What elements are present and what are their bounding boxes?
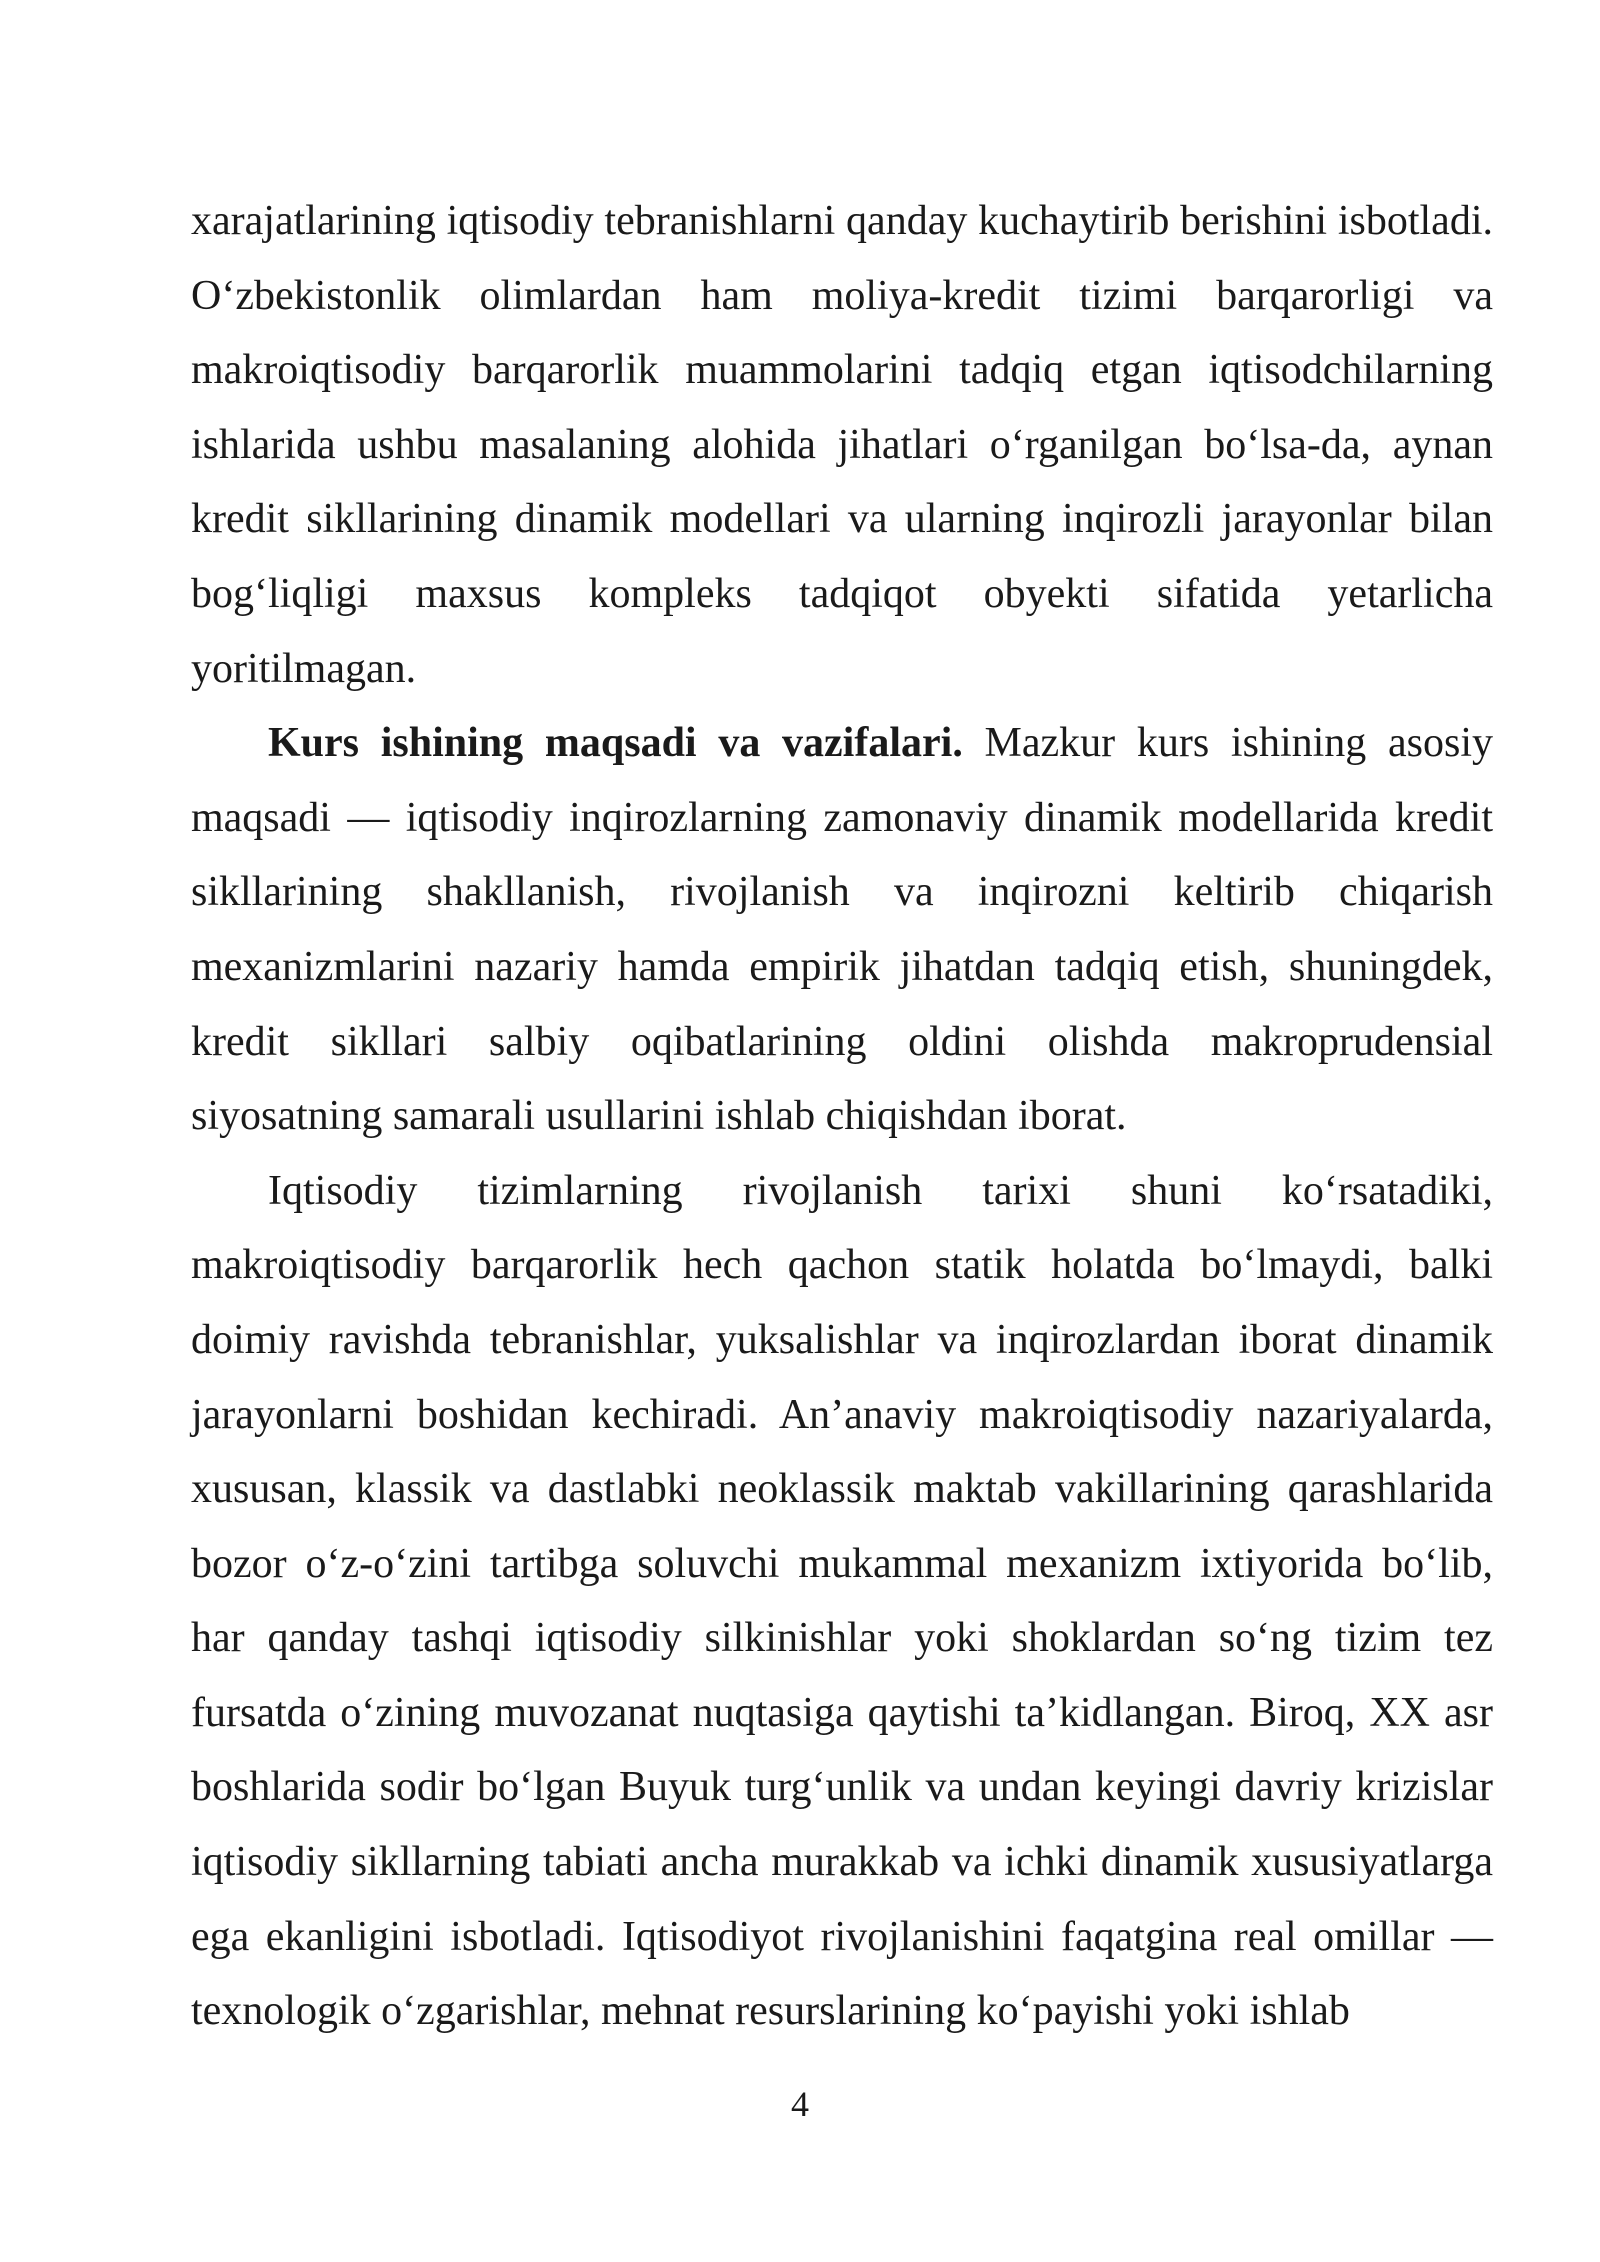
- paragraph-text: Iqtisodiy tizimlarning rivojlanish tarixi shuni ko‘rsatadiki, makroiqtisodiy barqarorlik hech qachon statik holatda bo‘lmaydi, balki doimiy ravishda tebranishlar, yuksalishlar va inqirozlardan iborat dinamik jarayonlarni boshidan kechiradi. An’anaviy makroiqtisodiy nazariyalarda, xususan, klassik va dastlabki neoklassik maktab vakillarining qarashlarida bozor o‘z-o‘zini tartibga soluvchi mukammal mexanizm ixtiyorida bo‘lib, har qanday tashqi iqtisodiy silkinishlar yoki shoklardan so‘ng tizim tez fursatda o‘zining muvozanat nuqtasiga qaytishi ta’kidlangan. Biroq, XX asr boshlarida sodir bo‘lgan Buyuk turg‘unlik va undan keyingi davriy krizislar iqtisodiy sikllarning tabiati ancha murakkab va ichki dinamik xususiyatlarga ega ekanligini isbotladi. Iqtisodiyot rivojlanishini faqatgina real omillar — texnologik o‘zgarishlar, mehnat resurslarining ko‘payishi yoki ishlab: [191, 1167, 1493, 2035]
- paragraph-text: Mazkur kurs ishining asosiy maqsadi — iqtisodiy inqirozlarning zamonaviy dinamik modellarida kredit sikllarining shakllanish, rivojlanish va inqirozni keltirib chiqarish mexanizmlarini nazariy hamda empirik jihatdan tadqiq etish, shuningdek, kredit sikllari salbiy oqibatlarining oldini olishda makroprudensial siyosatning samarali usullarini ishlab chiqishdan iborat.: [191, 720, 1494, 1140]
- page-number: 4: [791, 2084, 809, 2124]
- paragraph-intro-continuation: [191, 184, 1493, 706]
- paragraph-aims: [191, 706, 1493, 1154]
- section-heading-inline: Kurs ishining maqsadi va vazifalari.: [268, 720, 963, 767]
- paragraph-text: xarajatlarining iqtisodiy tebranishlarni qanday kuchaytirib berishini isbotladi. O‘zbekistonlik olimlardan ham moliya-kredit tizimi barqarorligi va makroiqtisodiy barqarorlik muammolarini tadqiq etgan iqtisodchilarning ishlarida ushbu masalaning alohida jihatlari o‘rganilgan bo‘lsa-da, aynan kredit sikllarining dinamik modellari va ularning inqirozli jarayonlar bilan bog‘liqligi maxsus kompleks tadqiqot obyekti sifatida yetarlicha yoritilmagan.: [191, 198, 1493, 692]
- paragraph-history: [191, 1154, 1493, 2049]
- document-page: [191, 184, 1493, 2049]
